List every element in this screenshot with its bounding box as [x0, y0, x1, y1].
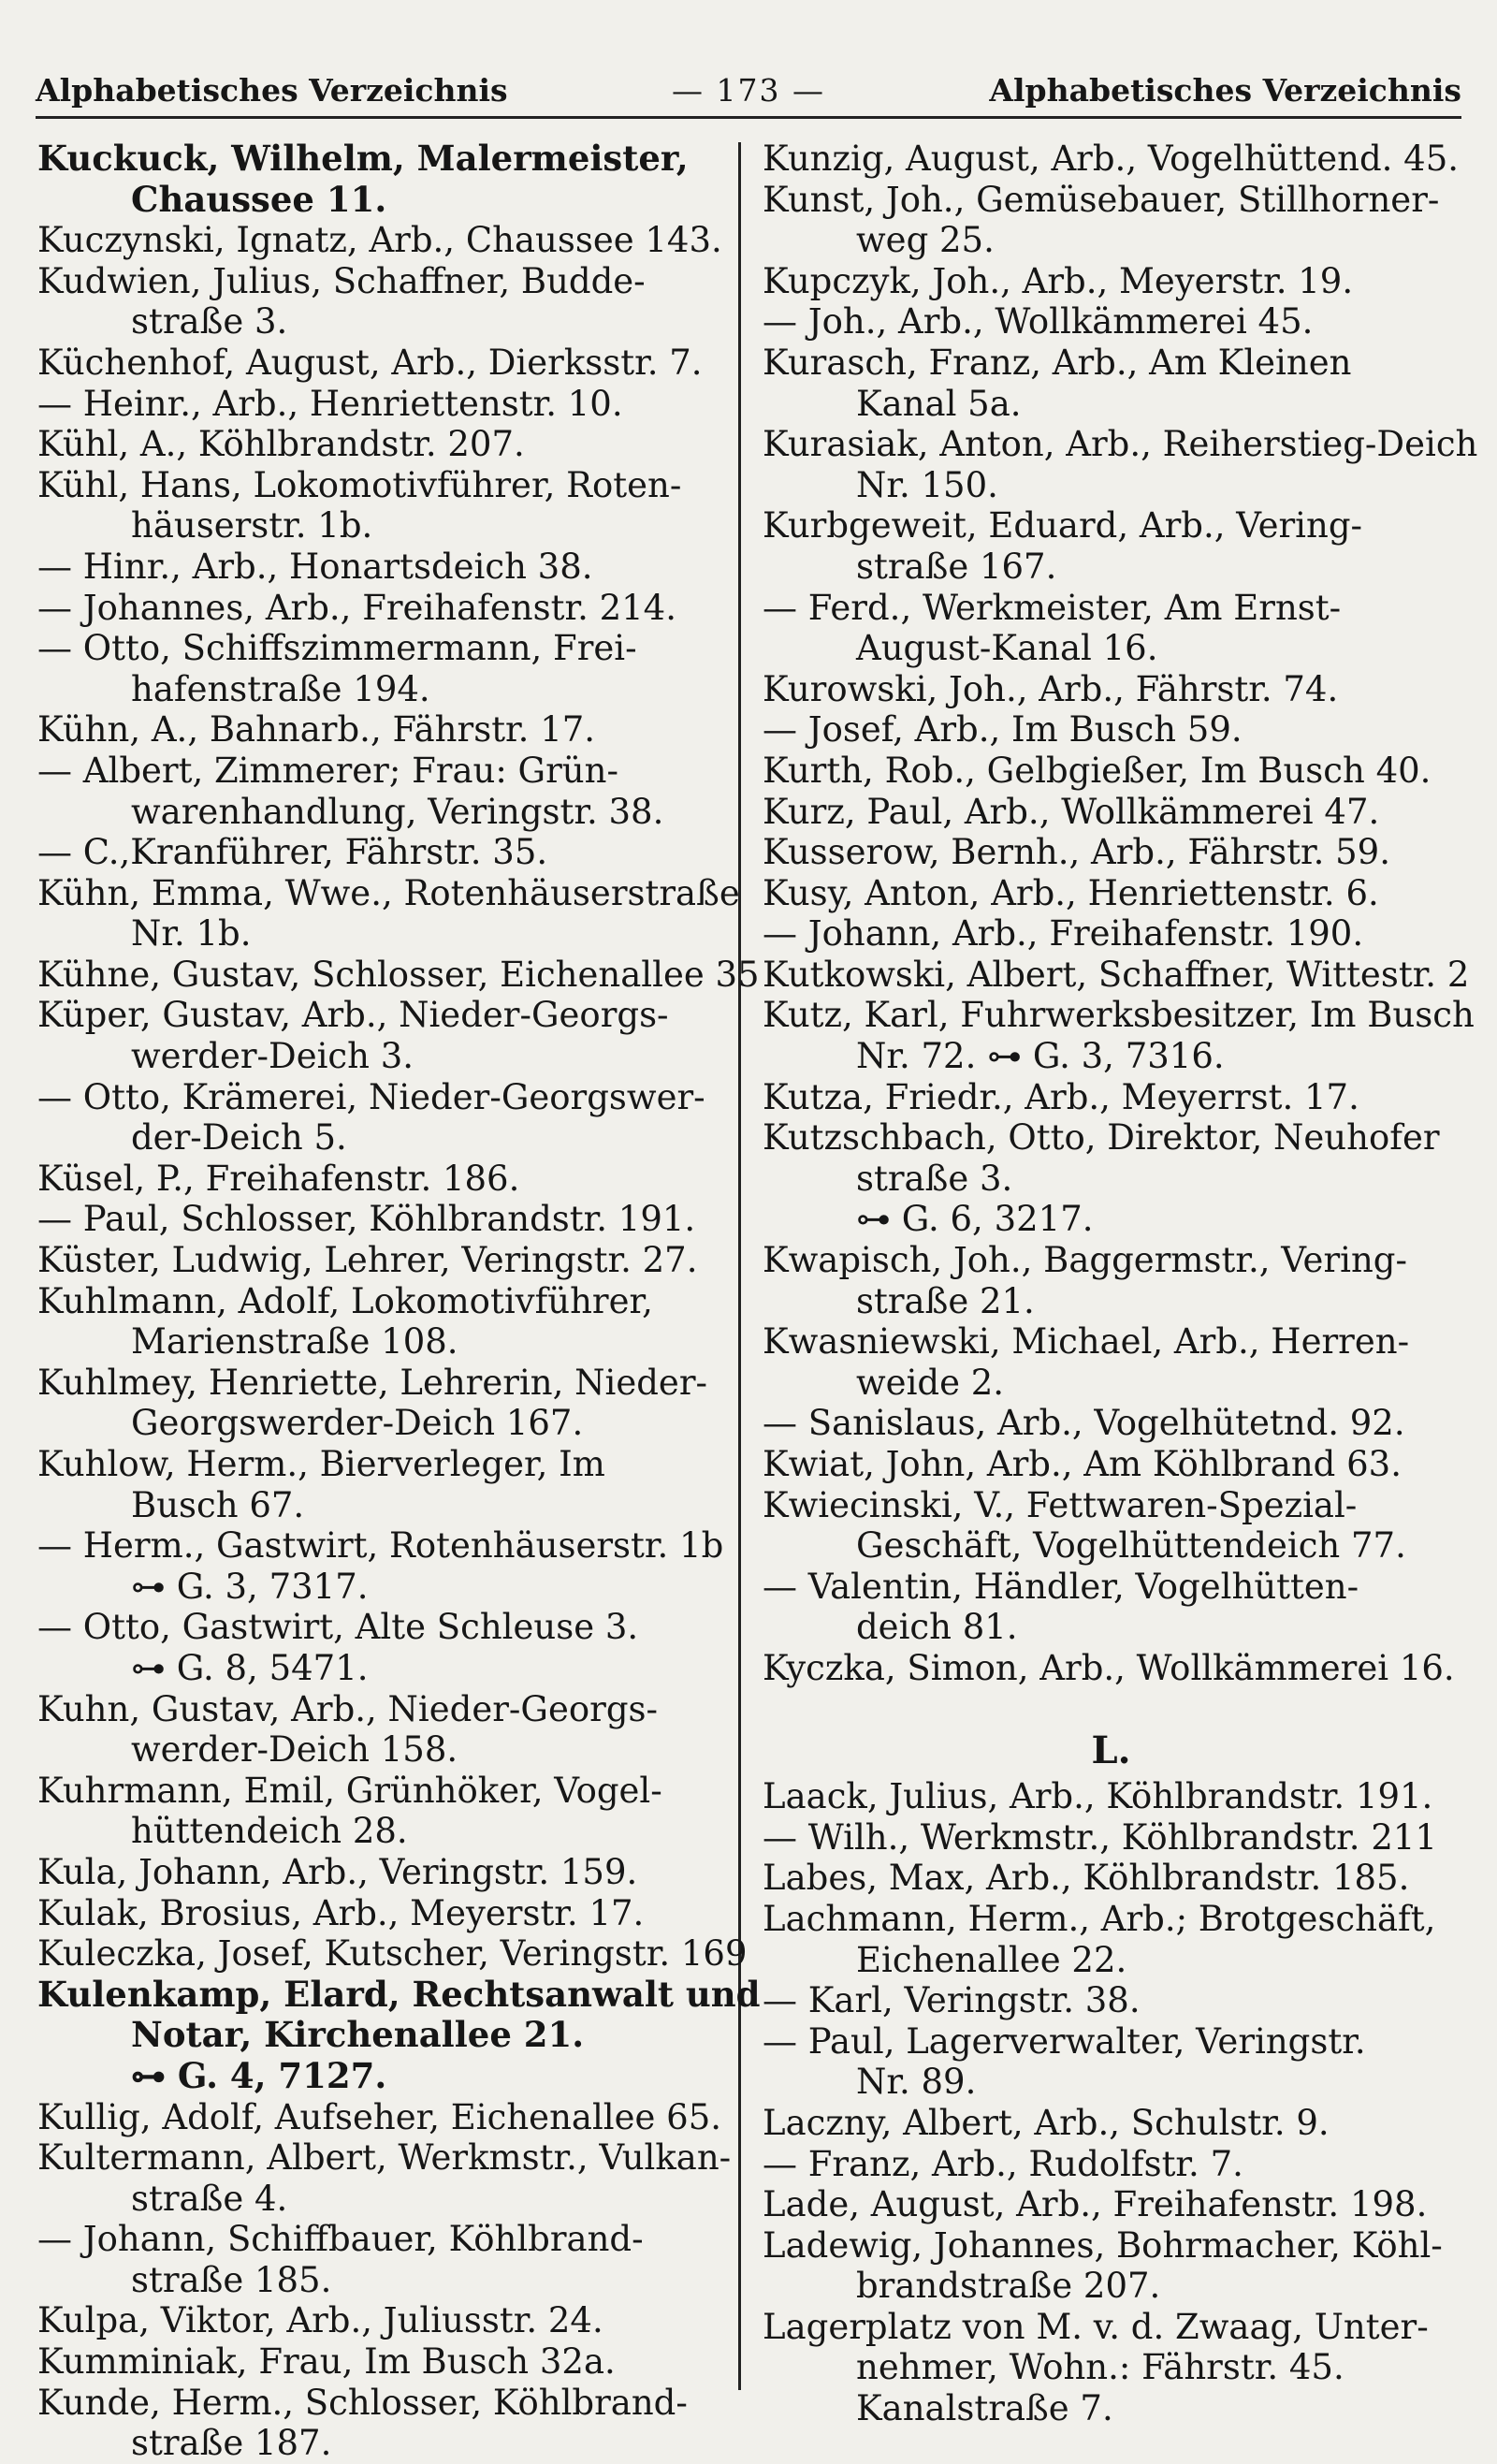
entry-line: Kyczka, Simon, Arb., Wollkämmerei 16.: [763, 1647, 1455, 1688]
entry-line: Kusy, Anton, Arb., Henriettenstr. 6.: [763, 872, 1379, 913]
page-header: [36, 67, 1461, 112]
entry-line: Georgswerder-Deich 167.: [131, 1403, 584, 1444]
directory-entry: [37, 465, 728, 547]
directory-entry: [37, 547, 728, 588]
entry-line: Kutz, Karl, Fuhrwerksbesitzer, Im Busch: [763, 995, 1475, 1036]
entry-line: Notar, Kirchenallee 21.: [131, 2014, 585, 2056]
entry-line: ⊶ G. 6, 3217.: [856, 1199, 1094, 1240]
entry-line: Kühn, A., Bahnarb., Fährstr. 17.: [37, 709, 596, 751]
directory-entry: [37, 424, 728, 465]
entry-line: Labes, Max, Arb., Köhlbrandstr. 185.: [763, 1858, 1410, 1899]
directory-entry: [37, 1933, 748, 1975]
entry-line: Kunst, Joh., Gemüsebauer, Stillhorner-: [763, 179, 1440, 220]
entry-line: straße 21.: [856, 1280, 1035, 1321]
entry-line: Ladewig, Johannes, Bohrmacher, Köhl-: [763, 2224, 1443, 2266]
directory-entry: [37, 709, 728, 751]
entry-line: — Valentin, Händler, Vogelhütten-: [763, 1566, 1359, 1607]
entry-line: — Hinr., Arb., Honartsdeich 38.: [37, 546, 593, 587]
entry-line: Kuckuck, Wilhelm, Malermeister,: [37, 138, 689, 179]
header-title-left: Alphabetisches Verzeichnis: [36, 71, 508, 109]
entry-line: Kulak, Brosius, Arb., Meyerstr. 17.: [37, 1892, 645, 1933]
directory-entry: [37, 1444, 728, 1525]
directory-entry: [763, 792, 1460, 833]
entry-line: warenhandlung, Veringstr. 38.: [131, 791, 664, 832]
entry-line: Laack, Julius, Arb., Köhlbrandstr. 191.: [763, 1776, 1433, 1817]
entry-line: Eichenallee 22.: [856, 1939, 1127, 1980]
left-column: [37, 138, 761, 2464]
entry-line: Marienstraße 108.: [131, 1321, 458, 1363]
directory-entry: [763, 1817, 1460, 1859]
entry-line: — Otto, Gastwirt, Alte Schleuse 3.: [37, 1607, 639, 1648]
directory-entry: [763, 261, 1460, 302]
directory-entry: [763, 505, 1460, 587]
entry-line: deich 81.: [856, 1607, 1018, 1648]
directory-entry: [37, 588, 728, 629]
entry-line: — Karl, Veringstr. 38.: [763, 1980, 1141, 2021]
entry-line: Geschäft, Vogelhüttendeich 77.: [856, 1525, 1406, 1567]
entry-line: — Johann, Schiffbauer, Köhlbrand-: [37, 2219, 644, 2260]
entry-line: Kühne, Gustav, Schlosser, Eichenallee 35: [37, 954, 760, 995]
directory-entry: [37, 343, 728, 384]
directory-entry: [763, 2225, 1460, 2307]
entry-line: der-Deich 5.: [131, 1117, 347, 1159]
directory-entry: [763, 588, 1460, 669]
entry-line: weg 25.: [856, 220, 995, 261]
directory-entry: [763, 1776, 1460, 1817]
entry-line: — Josef, Arb., Im Busch 59.: [763, 709, 1243, 751]
directory-entry: [763, 2144, 1460, 2185]
directory-entry: [37, 751, 728, 832]
entry-line: Kurasch, Franz, Arb., Am Kleinen: [763, 342, 1352, 383]
directory-entry: [37, 261, 728, 343]
entry-line: Chaussee 11.: [131, 178, 387, 220]
directory-entry: [763, 1403, 1460, 1444]
entry-line: Kuhlmey, Henriette, Lehrerin, Nieder-: [37, 1362, 708, 1403]
entry-line: Kula, Johann, Arb., Veringstr. 159.: [37, 1851, 638, 1892]
directory-entry: [763, 1980, 1460, 2021]
entry-line: — Wilh., Werkmstr., Köhlbrandstr. 211: [763, 1816, 1437, 1858]
entry-line: weide 2.: [856, 1362, 1005, 1403]
entry-line: Kwapisch, Joh., Baggermstr., Vering-: [763, 1240, 1407, 1281]
directory-entry: [763, 1648, 1460, 1689]
entry-line: Kuhlmann, Adolf, Lokomotivführer,: [37, 1280, 653, 1321]
directory-entry: [37, 954, 760, 996]
directory-entry: [37, 995, 728, 1076]
entry-line: Kutkowski, Albert, Schaffner, Wittestr. 2: [763, 954, 1470, 995]
entry-line: Kanalstraße 7.: [856, 2388, 1113, 2429]
entry-line: — Otto, Schiffszimmermann, Frei-: [37, 628, 637, 669]
entry-line: — C.,Kranführer, Fährstr. 35.: [37, 832, 548, 873]
entry-line: Kudwien, Julius, Schaffner, Budde-: [37, 260, 646, 301]
entry-line: Kurbgeweit, Eduard, Arb., Vering-: [763, 505, 1363, 547]
entry-line: Kuleczka, Josef, Kutscher, Veringstr. 169: [37, 1933, 748, 1975]
entry-line: Kunde, Herm., Schlosser, Köhlbrand-: [37, 2382, 688, 2423]
directory-entry: [37, 2097, 728, 2138]
entry-line: straße 185.: [131, 2259, 332, 2300]
directory-entry: [37, 628, 728, 709]
directory-entry: [37, 1893, 728, 1934]
directory-entry: [37, 1973, 761, 2097]
directory-entry: [37, 2300, 728, 2341]
entry-line: — Albert, Zimmerer; Frau: Grün-: [37, 750, 618, 791]
directory-entry: [763, 832, 1460, 873]
directory-entry: [37, 384, 728, 425]
directory-entry: [37, 2383, 728, 2464]
entry-line: Kunzig, August, Arb., Vogelhüttend. 45.: [763, 139, 1460, 179]
entry-line: Kullig, Adolf, Aufseher, Eichenallee 65.: [37, 2096, 722, 2137]
directory-entry: [37, 2219, 728, 2300]
directory-entry: [763, 1444, 1460, 1485]
entry-line: straße 4.: [131, 2178, 288, 2219]
entry-line: Kuczynski, Ignatz, Arb., Chaussee 143.: [37, 220, 722, 261]
entry-line: — Ferd., Werkmeister, Am Ernst-: [763, 587, 1342, 628]
entry-line: Kühl, Hans, Lokomotivführer, Roten-: [37, 464, 682, 505]
entry-line: straße 3.: [131, 301, 288, 343]
directory-entry: [37, 1077, 728, 1159]
entry-line: straße 167.: [856, 546, 1057, 587]
entry-line: — Paul, Lagerverwalter, Veringstr.: [763, 2020, 1366, 2062]
directory-entry: [37, 1159, 728, 1200]
entry-line: hüttendeich 28.: [131, 1811, 408, 1852]
directory-entry: [37, 1281, 728, 1363]
entry-line: Kusserow, Bernh., Arb., Fährstr. 59.: [763, 832, 1390, 873]
directory-entry: [763, 751, 1460, 792]
entry-line: hafenstraße 194.: [131, 668, 430, 709]
entry-line: Nr. 150.: [856, 464, 998, 505]
entry-line: Kwiat, John, Arb., Am Köhlbrand 63.: [763, 1444, 1402, 1484]
directory-entry: [763, 139, 1460, 180]
entry-line: Küper, Gustav, Arb., Nieder-Georgs-: [37, 995, 669, 1036]
entry-line: Nr. 1b.: [131, 913, 252, 955]
directory-entry: [763, 180, 1460, 261]
entry-line: straße 187.: [131, 2423, 332, 2464]
header-rule: [36, 116, 1461, 119]
entry-line: Kurth, Rob., Gelbgießer, Im Busch 40.: [763, 750, 1432, 791]
directory-entry: [763, 1240, 1460, 1321]
directory-entry: [763, 913, 1460, 955]
directory-entry: [37, 1607, 728, 1688]
entry-line: ⊶ G. 4, 7127.: [131, 2054, 387, 2096]
entry-line: Kulpa, Viktor, Arb., Juliusstr. 24.: [37, 2300, 603, 2341]
entry-line: Kupczyk, Joh., Arb., Meyerstr. 19.: [763, 260, 1354, 301]
entry-line: Kurasiak, Anton, Arb., Reiherstieg-Deich: [763, 424, 1478, 465]
entry-line: Nr. 89.: [856, 2062, 977, 2103]
directory-entry: [763, 1117, 1460, 1240]
entry-line: — Paul, Schlosser, Köhlbrandstr. 191.: [37, 1199, 696, 1240]
entry-line: brandstraße 207.: [856, 2266, 1161, 2307]
entry-line: straße 3.: [856, 1158, 1013, 1199]
entry-line: Kanal 5a.: [856, 383, 1022, 424]
directory-entry: [763, 709, 1460, 751]
right-column: [763, 139, 1478, 2429]
entry-line: Kulenkamp, Elard, Rechtsanwalt und: [37, 1973, 761, 2015]
entry-line: — Joh., Arb., Wollkämmerei 45.: [763, 301, 1314, 343]
entry-line: Küsel, P., Freihafenstr. 186.: [37, 1158, 520, 1199]
entry-line: nehmer, Wohn.: Fährstr. 45.: [856, 2347, 1344, 2388]
entry-line: Kurz, Paul, Arb., Wollkämmerei 47.: [763, 791, 1380, 832]
directory-entry: [37, 1240, 728, 1281]
directory-entry: [763, 343, 1460, 424]
entry-line: werder-Deich 158.: [131, 1729, 458, 1771]
entry-line: Lagerplatz von M. v. d. Zwaag, Unter-: [763, 2306, 1429, 2347]
directory-entry: [763, 873, 1460, 914]
entry-line: Küster, Ludwig, Lehrer, Veringstr. 27.: [37, 1240, 698, 1281]
entry-line: Kwasniewski, Michael, Arb., Herren-: [763, 1321, 1410, 1363]
entry-line: ⊶ G. 3, 7317.: [131, 1566, 369, 1607]
entry-line: Laczny, Albert, Arb., Schulstr. 9.: [763, 2102, 1330, 2143]
entry-line: Kühn, Emma, Wwe., Rotenhäuserstraße: [37, 872, 740, 913]
entry-line: — Franz, Arb., Rudolfstr. 7.: [763, 2143, 1243, 2184]
entry-line: — Otto, Krämerei, Nieder-Georgswer-: [37, 1076, 705, 1117]
directory-entry: [763, 2307, 1460, 2429]
entry-line: werder-Deich 3.: [131, 1036, 414, 1077]
directory-entry: [763, 1899, 1460, 1980]
directory-entry: [763, 1321, 1460, 1403]
entry-line: Kutzschbach, Otto, Direktor, Neuhofer: [763, 1117, 1440, 1159]
entry-line: Kutza, Friedr., Arb., Meyerrst. 17.: [763, 1076, 1359, 1117]
entry-line: Nr. 72. ⊶ G. 3, 7316.: [856, 1036, 1225, 1077]
entry-line: Kuhn, Gustav, Arb., Nieder-Georgs-: [37, 1688, 659, 1729]
directory-entry: [763, 954, 1470, 996]
entry-line: Kurowski, Joh., Arb., Fährstr. 74.: [763, 668, 1339, 709]
directory-entry: [37, 832, 728, 873]
entry-line: Küchenhof, August, Arb., Dierksstr. 7.: [37, 342, 703, 383]
column-divider: [738, 142, 741, 2390]
directory-entry: [763, 2103, 1460, 2144]
directory-entry: [763, 424, 1478, 505]
entry-line: Busch 67.: [131, 1484, 305, 1525]
entry-line: Kumminiak, Frau, Im Busch 32a.: [37, 2341, 616, 2383]
entry-line: — Johannes, Arb., Freihafenstr. 214.: [37, 587, 676, 628]
directory-entry: [37, 2137, 732, 2219]
directory-entry: [37, 220, 728, 261]
directory-entry: [763, 2184, 1460, 2225]
entry-line: Kultermann, Albert, Werkmstr., Vulkan-: [37, 2137, 732, 2179]
page-number: — 173 —: [672, 71, 825, 109]
entry-line: — Sanislaus, Arb., Vogelhütetnd. 92.: [763, 1403, 1405, 1444]
directory-entry: [37, 2341, 728, 2383]
entry-line: August-Kanal 16.: [856, 628, 1158, 669]
directory-entry: [37, 1199, 728, 1240]
directory-entry: [37, 1852, 728, 1893]
directory-entry: [763, 1485, 1460, 1567]
directory-entry: [37, 872, 740, 955]
entry-line: Kühl, A., Köhlbrandstr. 207.: [37, 424, 525, 465]
entry-line: Kuhrmann, Emil, Grünhöker, Vogel-: [37, 1770, 662, 1811]
directory-entry: [763, 1858, 1460, 1899]
directory-entry: [763, 995, 1475, 1077]
entry-line: — Herm., Gastwirt, Rotenhäuserstr. 1b: [37, 1525, 724, 1567]
directory-entry: [37, 1771, 728, 1852]
directory-entry: [763, 1567, 1460, 1648]
entry-line: ⊶ G. 8, 5471.: [131, 1647, 369, 1688]
entry-line: — Johann, Arb., Freihafenstr. 190.: [763, 913, 1364, 955]
directory-entry: [37, 1689, 728, 1771]
entry-line: Kuhlow, Herm., Bierverleger, Im: [37, 1444, 605, 1484]
entry-line: häuserstr. 1b.: [131, 505, 373, 547]
entry-line: Lade, August, Arb., Freihafenstr. 198.: [763, 2184, 1428, 2225]
directory-entry: [37, 1525, 728, 1607]
entry-line: Lachmann, Herm., Arb.; Brotgeschäft,: [763, 1898, 1436, 1939]
section-letter-heading: L.: [1091, 1728, 1131, 1772]
directory-entry: [37, 139, 728, 220]
entry-line: Kwiecinski, V., Fettwaren-Spezial-: [763, 1484, 1358, 1525]
directory-entry: [763, 2021, 1460, 2103]
directory-entry: [763, 669, 1460, 710]
entry-line: — Heinr., Arb., Henriettenstr. 10.: [37, 383, 623, 424]
directory-entry: [37, 1363, 728, 1444]
directory-entry: [763, 301, 1460, 343]
directory-entry: [763, 1077, 1460, 1118]
header-title-right: Alphabetisches Verzeichnis: [989, 71, 1461, 109]
